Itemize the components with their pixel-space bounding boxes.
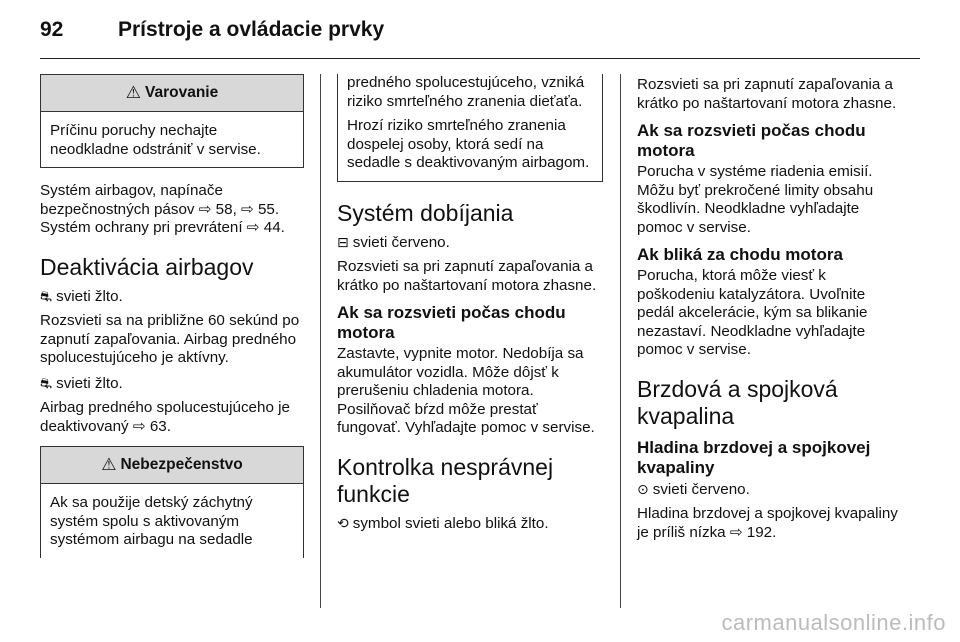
watermark: carmanualsonline.info — [721, 610, 946, 635]
danger-box-continued — [337, 74, 603, 182]
charging-system-title: Systém dobíjania — [337, 199, 514, 226]
charging-description: Rozsvieti sa pri zapnutí zapaľovania a krátko po naštartovaní motora zhasne. — [337, 258, 597, 294]
brake-description: Hladina brzdovej a spojkovej kvapaliny je príliš nízka ⇨ 192. — [637, 505, 898, 541]
airbag-on-symbol-icon: ⛐ — [40, 287, 53, 304]
page-header — [40, 14, 920, 54]
brake-status-line — [637, 480, 903, 500]
airbag-off-status: svieti žlto. — [56, 374, 123, 392]
malfunction-status-line — [337, 514, 603, 534]
page-number: 92 — [40, 18, 64, 41]
column-divider-2 — [620, 74, 621, 608]
danger-continued-p2: Hrozí riziko smrteľného zranenia dospelej osoby, ktorá sedí na sedadle s deaktivovaným airbagom. — [347, 117, 590, 171]
danger-body: Ak sa použije detský záchytný systém spolu s aktivovaným systémom airbagu na sedadle — [50, 494, 253, 548]
danger-triangle-icon: ⚠ — [101, 455, 117, 474]
charging-status-line — [337, 233, 603, 253]
brake-status: svieti červeno. — [652, 480, 750, 498]
page-title: Prístroje a ovládacie prvky — [118, 18, 385, 41]
warning-box-header — [41, 75, 303, 112]
danger-heading: Nebezpečenstvo — [120, 456, 243, 473]
charging-status: svieti červeno. — [352, 233, 450, 251]
charging-running-heading: Ak sa rozsvieti počas chodu motora — [337, 303, 566, 342]
warning-box — [40, 74, 304, 168]
battery-icon: ⊟ — [337, 233, 349, 250]
danger-continued-p1: predného spolucestujúceho, vzniká riziko smrteľného zranenia dieťaťa. — [347, 74, 585, 110]
danger-box-header — [41, 447, 303, 484]
charging-running-description: Zastavte, vypnite motor. Nedobíja sa akumulátor vozidla. Môže dôjsť k prerušeniu chladenia motora. Posilňovač bŕzd môže prestať fungovať. Vyhľadajte pomoc v servise. — [337, 345, 595, 436]
lit-running-heading: Ak sa rozsvieti počas chodu motora — [637, 121, 866, 160]
airbag-off-symbol-icon: ⛐ — [40, 374, 53, 391]
header-rule — [40, 58, 920, 59]
engine-icon: ⟲ — [337, 514, 349, 531]
column-2 — [337, 74, 603, 539]
warning-body: Príčinu poruchy nechajte neodkladne odstrániť v servise. — [50, 122, 261, 158]
malfunction-lamp-title: Kontrolka nesprávnej funkcie — [337, 453, 554, 507]
malfunction-status: symbol svieti alebo bliká žlto. — [352, 514, 549, 532]
flashing-running-heading: Ak bliká za chodu motora — [637, 245, 843, 264]
brake-fluid-icon: ⊙ — [637, 480, 649, 497]
airbag-on-line — [40, 287, 304, 307]
airbag-deactivation-title: Deaktivácia airbagov — [40, 253, 254, 280]
lit-running-description: Porucha v systéme riadenia emisií. Môžu byť prekročené limity obsahu škodlivín. Neodkladne vyhľadajte pomoc v servise. — [637, 163, 874, 236]
warning-heading: Varovanie — [145, 84, 219, 101]
airbag-on-description: Rozsvieti sa na približne 60 sekúnd po zapnutí zapaľovania. Airbag predného spolucestujúceho je aktívny. — [40, 312, 300, 366]
airbag-off-description: Airbag predného spolucestujúceho je deaktivovaný ⇨ 63. — [40, 399, 290, 435]
danger-box — [40, 446, 304, 558]
rollover-paragraph: Systém ochrany pri prevrátení ⇨ 44. — [40, 219, 285, 236]
malfunction-description: Rozsvieti sa pri zapnutí zapaľovania a krátko po naštartovaní motora zhasne. — [637, 76, 897, 112]
flashing-running-description: Porucha, ktorá môže viesť k poškodeniu katalyzátora. Uvoľnite pedál akcelerácie, kým sa blikanie nezastaví. Neodkladne vyhľadajte pomoc v servise. — [637, 267, 868, 358]
column-divider-1 — [320, 74, 321, 608]
airbag-off-line — [40, 374, 304, 394]
systems-paragraph: Systém airbagov, napínače bezpečnostných pásov ⇨ 58, ⇨ 55. — [40, 182, 280, 218]
column-1 — [40, 74, 304, 572]
brake-level-heading: Hladina brzdovej a spojkovej kvapaliny — [637, 437, 871, 477]
airbag-on-status: svieti žlto. — [56, 287, 123, 305]
danger-continued-body — [338, 74, 602, 181]
warning-triangle-icon: ⚠ — [125, 83, 141, 102]
column-3 — [637, 76, 903, 548]
brake-fluid-title: Brzdová a spojková kvapalina — [637, 375, 838, 429]
